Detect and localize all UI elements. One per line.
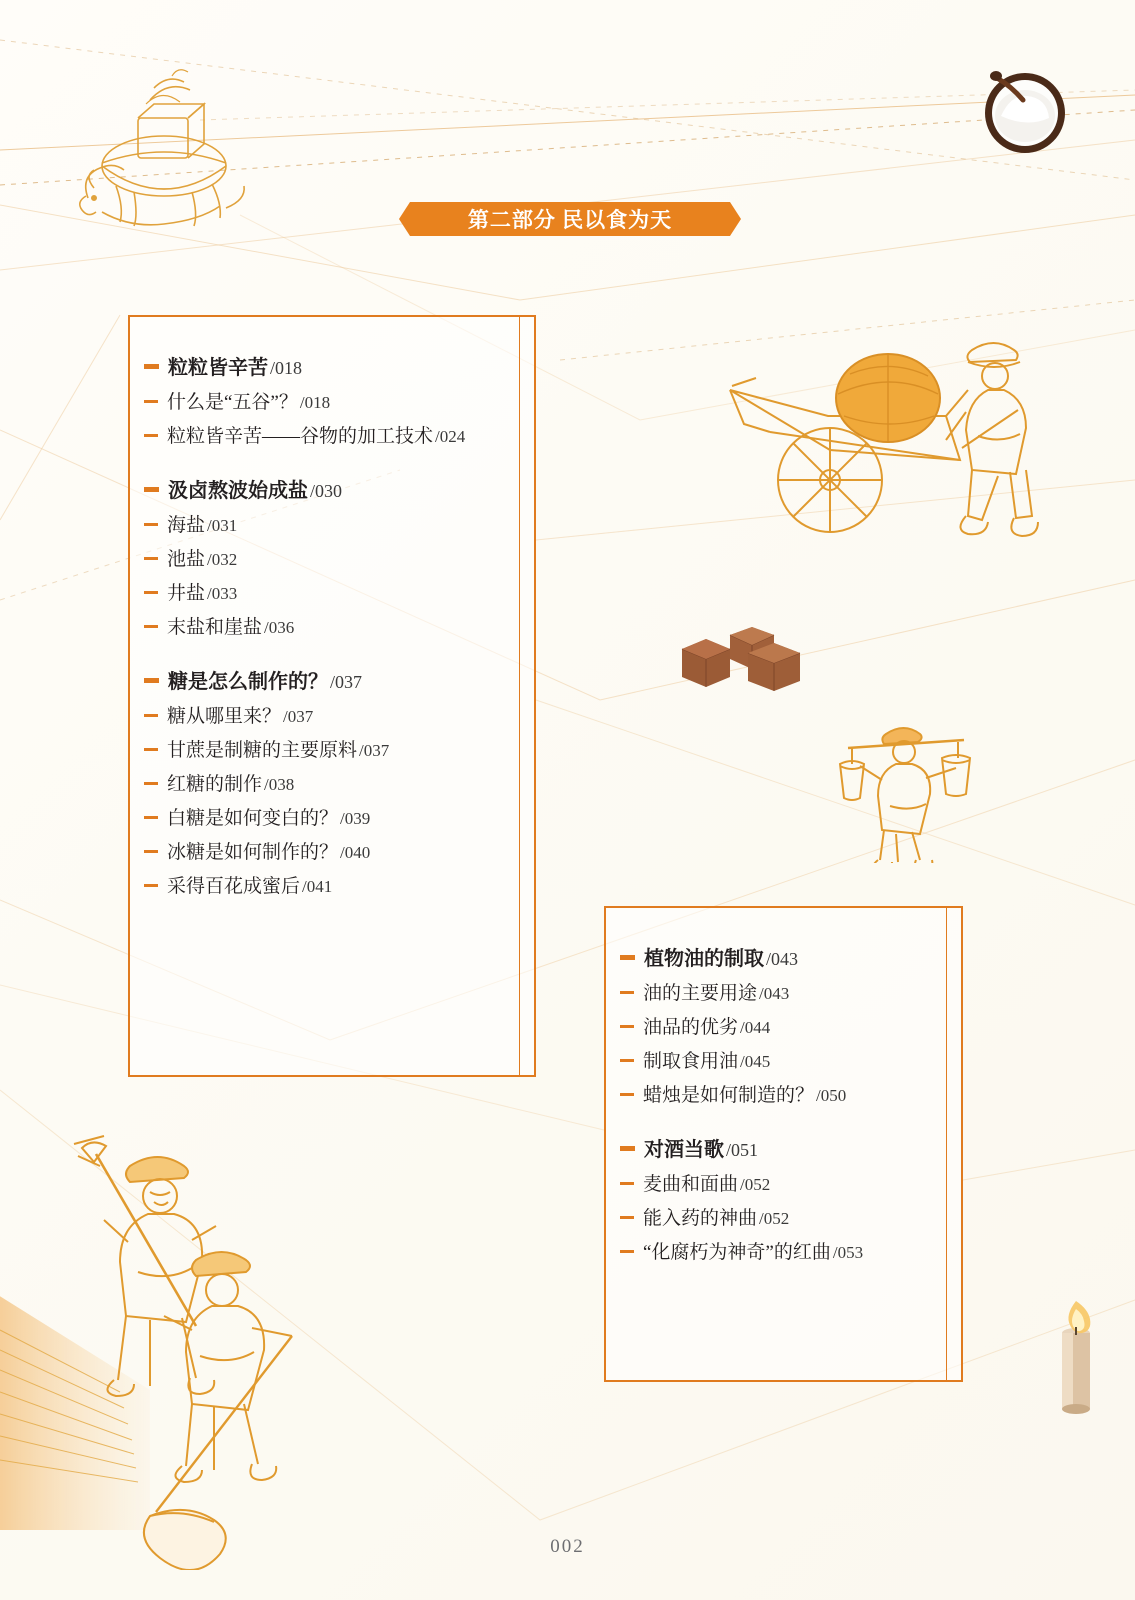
toc-entry-page: /053 <box>832 1243 864 1262</box>
toc-entry[interactable] <box>614 1237 935 1264</box>
toc-entry-label: “化腐朽为神奇”的红曲 <box>643 1242 831 1263</box>
bullet-dash-icon <box>144 434 158 437</box>
section-title: 第二部分 民以食为天 <box>467 208 673 232</box>
toc-entry-label: 甘蔗是制糖的主要原料 <box>167 740 358 761</box>
toc-entry[interactable] <box>138 612 508 639</box>
page-number: 002 <box>550 1536 585 1557</box>
bullet-dash-icon <box>620 1182 634 1185</box>
toc-entry[interactable] <box>138 544 508 571</box>
lit-candle-photo <box>1046 1275 1106 1415</box>
toc-entry-page: /045 <box>740 1052 771 1071</box>
toc-entry-page: /037 <box>330 672 363 692</box>
toc-entry-page: /032 <box>207 550 238 569</box>
toc-entry-label: 麦曲和面曲 <box>643 1174 739 1195</box>
bullet-dash-icon <box>144 400 158 403</box>
toc-entry-page: /052 <box>740 1175 771 1194</box>
bullet-dash-icon <box>144 523 158 526</box>
toc-entry-label: 能入药的神曲 <box>643 1208 758 1229</box>
toc-entry-page: /031 <box>207 516 238 535</box>
toc-entry-label: 冰糖是如何制作的？ <box>167 842 339 863</box>
toc-entry-label: 什么是“五谷”？ <box>167 392 298 413</box>
toc-entry-label: 油的主要用途 <box>643 983 758 1004</box>
toc-entry[interactable] <box>138 769 508 796</box>
bullet-dash-icon <box>144 884 158 887</box>
toc-entry-page: /037 <box>283 707 314 726</box>
toc-entry[interactable] <box>138 474 508 503</box>
toc-entry-page: /024 <box>435 427 466 446</box>
bullet-dash-icon <box>144 557 158 560</box>
toc-entry-label: 海盐 <box>167 515 206 536</box>
toc-entry-page: /041 <box>302 877 333 896</box>
toc-entry-label: 蜡烛是如何制造的？ <box>643 1085 815 1106</box>
section-banner <box>410 202 730 236</box>
toc-entry-label: 油品的优劣 <box>643 1017 739 1038</box>
toc-entry[interactable] <box>614 1133 935 1162</box>
toc-entry-label: 糖从哪里来？ <box>167 706 282 727</box>
water-carrier-illustration <box>838 718 973 863</box>
toc-entry-label: 粒粒皆辛苦 <box>168 357 268 379</box>
toc-entry[interactable] <box>138 735 508 762</box>
toc-entry-label: 对酒当歌 <box>644 1139 724 1161</box>
toc-entry-page: /036 <box>264 618 295 637</box>
toc-entry[interactable] <box>138 871 508 898</box>
bullet-dash-icon <box>144 364 159 369</box>
bullet-dash-icon <box>144 714 158 717</box>
wheelbarrow-porter-illustration <box>710 320 1055 575</box>
toc-entry-label: 植物油的制取 <box>644 948 764 970</box>
bullet-dash-icon <box>144 816 158 819</box>
toc-entry[interactable] <box>138 351 508 380</box>
bullet-dash-icon <box>144 782 158 785</box>
toc-entry-label: 井盐 <box>167 583 206 604</box>
toc-entry-page: /050 <box>816 1086 847 1105</box>
toc-entry-label: 制取食用油 <box>643 1051 739 1072</box>
toc-entry-page: /043 <box>759 984 790 1003</box>
toc-entry-page: /018 <box>299 393 331 412</box>
toc-entry-label: 汲卤熬波始成盐 <box>168 480 308 502</box>
winnowing-farmers-illustration <box>0 1130 400 1570</box>
toc-entry[interactable] <box>614 942 935 971</box>
toc-entry[interactable] <box>138 387 508 414</box>
toc-entry-page: /038 <box>264 775 295 794</box>
toc-entry[interactable] <box>138 837 508 864</box>
toc-entry[interactable] <box>138 421 508 448</box>
toc-entry-page: /052 <box>759 1209 790 1228</box>
toc-entry-label: 红糖的制作 <box>167 774 263 795</box>
toc-entry-page: /018 <box>270 358 303 378</box>
bullet-dash-icon <box>620 955 635 960</box>
bullet-dash-icon <box>144 678 159 683</box>
toc-box-right <box>604 906 963 1382</box>
toc-entry[interactable] <box>138 578 508 605</box>
toc-list-left <box>130 317 534 1075</box>
salt-bowl-photo <box>975 58 1070 158</box>
bullet-dash-icon <box>620 1216 634 1219</box>
toc-entry-page: /051 <box>726 1140 759 1160</box>
toc-box-left <box>128 315 536 1077</box>
toc-entry-label: 池盐 <box>167 549 206 570</box>
toc-entry-label: 采得百花成蜜后 <box>167 876 301 897</box>
bullet-dash-icon <box>144 591 158 594</box>
bullet-dash-icon <box>144 625 158 628</box>
bullet-dash-icon <box>620 1146 635 1151</box>
toc-list-right <box>606 908 961 1380</box>
toc-entry-page: /043 <box>766 949 799 969</box>
toc-entry-page: /033 <box>207 584 238 603</box>
bullet-dash-icon <box>144 748 158 751</box>
brown-sugar-cubes-photo <box>676 615 811 695</box>
bullet-dash-icon <box>620 1250 634 1253</box>
toc-entry-page: /044 <box>740 1018 771 1037</box>
toc-entry[interactable] <box>138 665 508 694</box>
bullet-dash-icon <box>144 487 159 492</box>
toc-entry[interactable] <box>614 978 935 1005</box>
toc-entry-label: 糖是怎么制作的？ <box>168 671 328 693</box>
bullet-dash-icon <box>620 1059 634 1062</box>
toc-entry-page: /030 <box>310 481 343 501</box>
toc-entry-label: 末盐和崖盐 <box>167 617 263 638</box>
toc-entry[interactable] <box>614 1012 935 1039</box>
toc-entry[interactable] <box>614 1080 935 1107</box>
toc-entry[interactable] <box>138 803 508 830</box>
bullet-dash-icon <box>620 1093 634 1096</box>
bullet-dash-icon <box>620 991 634 994</box>
toc-entry[interactable] <box>138 510 508 537</box>
toc-entry[interactable] <box>614 1046 935 1073</box>
toc-entry[interactable] <box>614 1169 935 1196</box>
toc-entry-label: 粒粒皆辛苦——谷物的加工技术 <box>167 426 434 447</box>
toc-entry[interactable] <box>614 1203 935 1230</box>
bullet-dash-icon <box>620 1025 634 1028</box>
toc-entry-page: /039 <box>340 809 371 828</box>
ox-cart-cooking-illustration <box>72 58 262 233</box>
toc-entry-label: 白糖是如何变白的？ <box>167 808 339 829</box>
toc-entry-page: /040 <box>340 843 371 862</box>
toc-entry[interactable] <box>138 701 508 728</box>
toc-entry-page: /037 <box>359 741 390 760</box>
bullet-dash-icon <box>144 850 158 853</box>
